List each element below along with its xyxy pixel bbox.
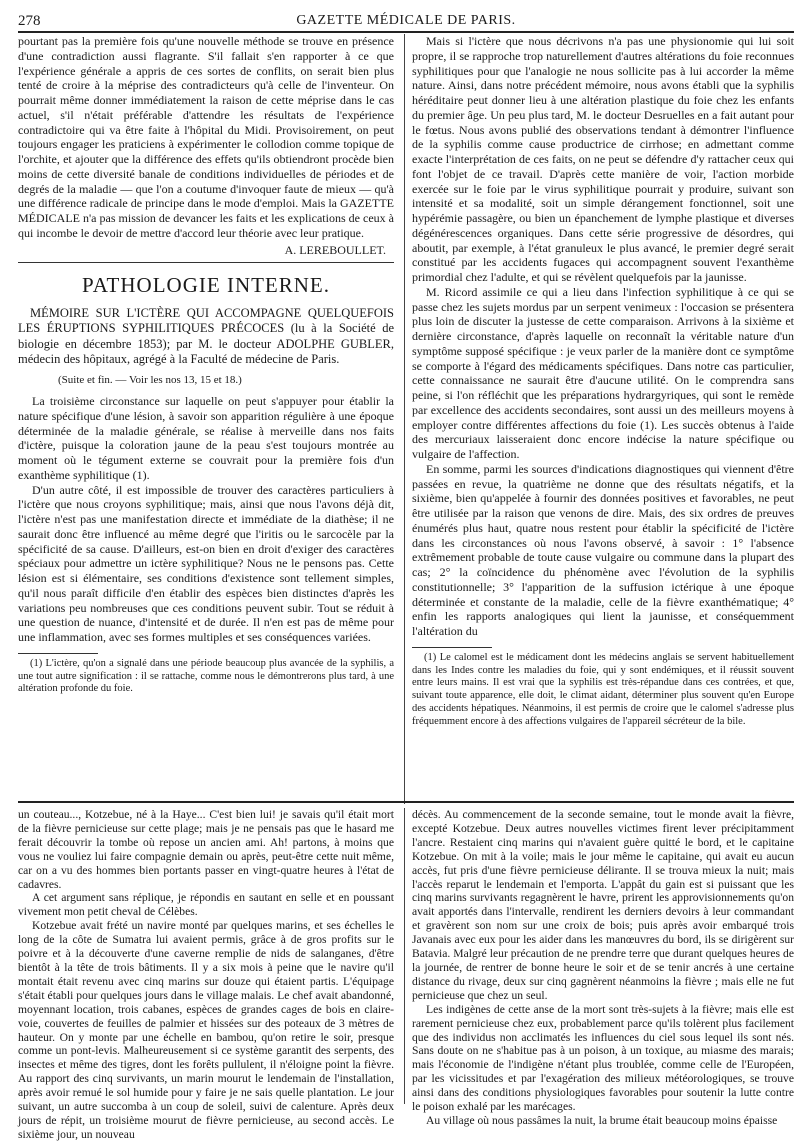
- footnote: (1) L'ictère, qu'on a signalé dans une période beaucoup plus avancée de la syphilis, a une tout autre signification : il se rattache, comme nous le démontrerons plus tard, à une altération profonde du foie.: [18, 657, 394, 695]
- memoir-title: MÉMOIRE SUR L'ICTÈRE QUI ACCOMPAGNE QUELQUEFOIS LES ÉRUPTIONS SYPHILITIQUES PRÉCOCES (lu à la Société de biologie en décembre 1853); par M. le docteur ADOLPHE GUBLER, médecin des hôpitaux, agrégé à la Faculté de médecine de Paris.: [18, 305, 394, 367]
- body-paragraph: décès. Au commencement de la seconde semaine, tout le monde avait la fièvre, excepté Kotzebue. Deux autres nouvelles victimes firent lever précipitamment l'ancre. Restaient cinq marins qui n'avaient guère quitté le bord, et le capitaine Kotzebue. On mit à la voile; mais le jour même le capitaine, qui avait eu aucun accès, fut pris d'une fièvre pernicieuse délirante. Il se trouva mieux la nuit; mais l'accès reparut le lendemain et l'emporta. L'appât du gain est si puissant que les cinq marins survivants regagnèrent le havre, prirent les approvisionnements qu'on avait apportés dans l'intervalle, rendirent les derniers devoirs à leur commandant et gravèrent son nom sur une croix de bois; puis après avoir embarqué trois Javanais avec eux pour les aider dans les manœuvres du bord, ils se dirigèrent sur Batavia. Malgré leur précaution de ne prendre terre que durant quelques heures de la journée, de rentrer de bonne heure le soir et de se tenir ancrés à une certaine distance du rivage, deux sur cinq gagnèrent néanmoins la fièvre ; mais elle ne fut pernicieuse que chez un seul.: [412, 808, 794, 1002]
- feuilleton-section: [18, 808, 794, 1141]
- body-paragraph: En somme, parmi les sources d'indications diagnostiques qui viennent d'être passées en revue, la quatrième ne donne que des résultats négatifs, et la sixième, bien qu'appelée à fournir des données positives et favorables, ne peut être utilisée par la raison que venons de dire. Mais, des six ordres de preuves énumérés plus haut, quatre nous restent pour établir la spécificité de l'ictère dans les circonstances où nous l'avons observé, à savoir : 1° l'absence extrêmement probable de toute cause vulgaire ou commune dans la plupart des cas; 2° la coïncidence du phénomène avec l'évolution de la syphilis constitutionnelle; 3° l'apparition de la suffusion ictérique à une époque déterminée et constante de la maladie, celle de la fièvre exanthématique; 4° enfin les rapports analogiques qui lient la jaunisse, et conséquemment l'altération du: [412, 461, 794, 638]
- body-paragraph: A cet argument sans réplique, je répondis en sautant en selle et en poussant vivement mon petit cheval de Célèbes.: [18, 891, 394, 919]
- header-rule: [18, 31, 794, 33]
- body-paragraph: M. Ricord assimile ce qui a lieu dans l'infection syphilitique à ce qui se passe chez les sujets mordus par un serpent venimeux : l'occasion se présentera plus loin de discuter la justesse de cette comparaison. Arrivons à la sixième et dernière circonstance, d'après laquelle on reconnaît la véritable nature d'un symptôme supposé spécifique : je veux parler de la manière dont ce symptôme se comporte à l'égard des médicaments spécifiques. Dans notre cas particulier, cette connaissance ne saurait être d'aucune utilité. On le comprendra sans peine, si l'on réfléchit que les préparations hydrargyriques, qui sont le remède par excellence des accidents secondaires, sont aussi un des meilleurs moyens à employer contre différentes affections du foie (1). Les succès obtenus à l'aide des mercuriaux laisseraient donc encore indécise la nature spécifique ou vulgaire de l'affection.: [412, 284, 794, 461]
- journal-title: GAZETTE MÉDICALE DE PARIS.: [296, 13, 516, 28]
- page-number: 278: [18, 13, 41, 29]
- column-divider: [404, 34, 405, 804]
- lower-left-column: [18, 808, 394, 1142]
- body-paragraph: un couteau..., Kotzebue, né à la Haye... C'est bien lui! je savais qu'il était mort de la fièvre pernicieuse sur cette plage; mais je ne pensais pas que le hasard me ferait découvrir la tombe où repose un ancien ami. Ah! partons, à moins que vous ne vouliez lui faire compagnie demain ou après, peut-être cette nuit même, car on a vu des hommes bien portants passer en vingt-quatre heures à l'état de cadavres.: [18, 808, 394, 891]
- upper-right-column: [412, 34, 794, 729]
- body-paragraph: Kotzebue avait frété un navire monté par quelques marins, et ses échelles le long de la côte de Sumatra lui avaient permis, grâce à de gros profits sur le poivre et à la découverte d'une caverne remplie de nids de salanganes, d'être bientôt à la tête de trois bâtiments. Il y a six mois à peine que le navire qu'il montait était revenu avec cinq marins sur douze qui étaient partis. L'équipage s'était établi pour quelques jours dans le village malais. Le chef avait abandonné, moyennant location, trois cabanes, espèces de grandes cages de bois en claire-voie, couvertes de feuilles de palmier et hissées sur des poteaux de 3 mètres de hauteur. On y monte par une échelle en bambou, qu'on retire le soir, presque comme un pont-levis. Malheureusement si ce système garantit des serpents, des insectes et même des tigres, dont les forêts pullulent, il n'éloigne point la fièvre. Au rapport des cinq survivants, un marin mourut le lendemain de l'installation, après avoir remué le sol humide pour y faire je ne sais quelle plantation. Le jour suivant, un autre succomba à un coup de soleil, suivi de calenture. Après deux jours de répit, un troisième mourut de fièvre pernicieuse, au second accès. Le sixième jour, un nouveau: [18, 919, 394, 1141]
- upper-section: [18, 34, 794, 804]
- footnote-rule: [18, 653, 98, 654]
- upper-left-column: [18, 34, 394, 696]
- page-header: [18, 10, 794, 34]
- suite-note: (Suite et fin. — Voir les nos 13, 15 et 18.): [58, 374, 242, 386]
- body-paragraph: La troisième circonstance sur laquelle on peut s'appuyer pour établir la nature spécifique d'une lésion, à savoir son apparition régulière à une époque déterminée de la maladie générale, se réalise à merveille dans nos faits d'ictère, puisque la coloration jaune de la peau s'est toujours montrée au moment où le tégument externe se couvrait pour la première fois d'un exanthème syphilitique (1).: [18, 394, 394, 482]
- section-title: PATHOLOGIE INTERNE.: [81, 272, 331, 297]
- lower-right-column: [412, 808, 794, 1128]
- feuilleton-divider: [18, 801, 794, 803]
- body-paragraph: D'un autre côté, il est impossible de trouver des caractères particuliers à l'ictère que nous croyons syphilitique; mais, ainsi que nous l'avons déjà dit, l'ictère n'est pas une manifestation directe et immédiate de la diathèse; il ne saurait donc être influencé au même degré que l'iritis ou le sarcocèle par la spécificité de sa cause. D'ailleurs, est-on bien en droit d'exiger des caractères spéciaux pour admettre un ictère syphilitique? Nous ne le pensons pas. Cette lésion est si élémentaire, ses conditions d'existence sont tellement simples, qu'il nous paraît difficile d'en établir des espèces bien distinctes d'après les variations peu nombreuses que ces conditions peuvent subir. Tout se réduit à une question de nuance, d'intensité et de durée. Il n'en est pas de même pour une inflammation, avec ses formes multiples et ses conséquences variées.: [18, 482, 394, 644]
- column-divider: [404, 808, 405, 1104]
- footnote-rule: [412, 647, 492, 648]
- section-rule: [18, 262, 394, 263]
- body-paragraph: Au village où nous passâmes la nuit, la brume était beaucoup moins épaisse: [426, 1113, 778, 1127]
- body-paragraph: Les indigènes de cette anse de la mort sont très-sujets à la fièvre; mais elle est rarement pernicieuse chez eux, probablement parce qu'ils tolèrent plus facilement que des individus non acclimatés les influences du ciel sous lequel ils sont nés. Sans doute on ne s'habitue pas à un poison, à un toxique, au miasme des marais; mais l'économie de l'indigène n'étant plus troublée, comme celle de l'Européen, par les vicissitudes et par l'exagération des milieux météorologiques, se trouve ainsi dans des conditions physiologiques favorables pour soutenir la lutte contre le poison exhalé par les marécages.: [412, 1002, 794, 1114]
- intro-paragraph: pourtant pas la première fois qu'une nouvelle méthode se trouve en présence d'une contradiction aussi flagrante. S'il fallait s'en rapporter à ce que l'expérience générale a appris de ces sortes de conflits, on serait bien plus tenté de croire à la méprise des contradicteurs qu'à celle de l'inventeur. On pourrait même donner immédiatement la raison de cette méprise dans le cas actuel, s'il n'était préférable d'attendre les résultats de l'expérience contradictoire qui va être faite à l'hôpital du Midi. Provisoirement, on peut toujours engager les praticiens à expérimenter le collodion comme topique de l'orchite, et ajouter que la différence des effets qu'ils obtiendront procède bien moins de cette diversité banale de conditions individuelles de périodes et de degrés de la maladie — que l'on a coutume d'invoquer faute de mieux — qu'à une différence radicale de principe dans le mode d'emploi. Mais la GAZETTE MÉDICALE n'a pas mission de devancer les faits et les explications de ceux à qui incombe le devoir de mettre d'accord leur théorie avec leur pratique.: [18, 34, 394, 240]
- signature: A. LEREBOULLET.: [284, 242, 386, 257]
- body-paragraph: Mais si l'ictère que nous décrivons n'a pas une physionomie qui lui soit propre, il se rapproche trop naturellement d'autres altérations du foie reconnues syphilitiques pour que l'analogie ne nous sollicite pas à lui accorder la même nature. Ainsi, dans notre précédent mémoire, nous avons établi que la syphilis héréditaire peut donner lieu à une altération plastique du foie chez les enfants du premier âge. Un peu plus tard, M. le docteur Desruelles en a fait autant pour le fœtus. Nous avons publié des observations tendant à démontrer l'influence de la syphilis comme cause productrice de cirrhose; en admettant comme exacte l'interprétation de ces faits, on ne peut se défendre d'y rattacher ceux qui font l'objet de ce travail. D'après cette manière de voir, l'action morbide exercée sur le foie par le virus syphilitique pourrait y produire, suivant son intensité et sa modalité, soit un simple dérangement fonctionnel, soit une hypérémie passagère, ou bien un épanchement de lymphe plastique et diverses dégénérescences organiques. Dans cette série progressive de désordres, qui aboutit, par exemple, à l'état granuleux le plus avancé, le premier degré serait constitué par les accidents fugaces qui accompagnent souvent l'exanthème primordial chez l'adulte, et qui se révèlent quelquefois par la jaunisse.: [412, 34, 794, 284]
- footnote: (1) Le calomel est le médicament dont les médecins anglais se servent habituellement dans les Indes contre les maladies du foie, qui y sont endémiques, et il réussit souvent entre leurs mains. Il est vrai que la syphilis est très-répandue dans ces contrées, et que, suivant toute apparence, elle doit, le climat aidant, déterminer plus souvent qu'en Europe des accidents hépatiques. Néanmoins, il est permis de croire que le calomel s'adresse plus fréquemment encore à des affections vulgaires de l'appareil sécréteur de la bile.: [412, 651, 794, 727]
